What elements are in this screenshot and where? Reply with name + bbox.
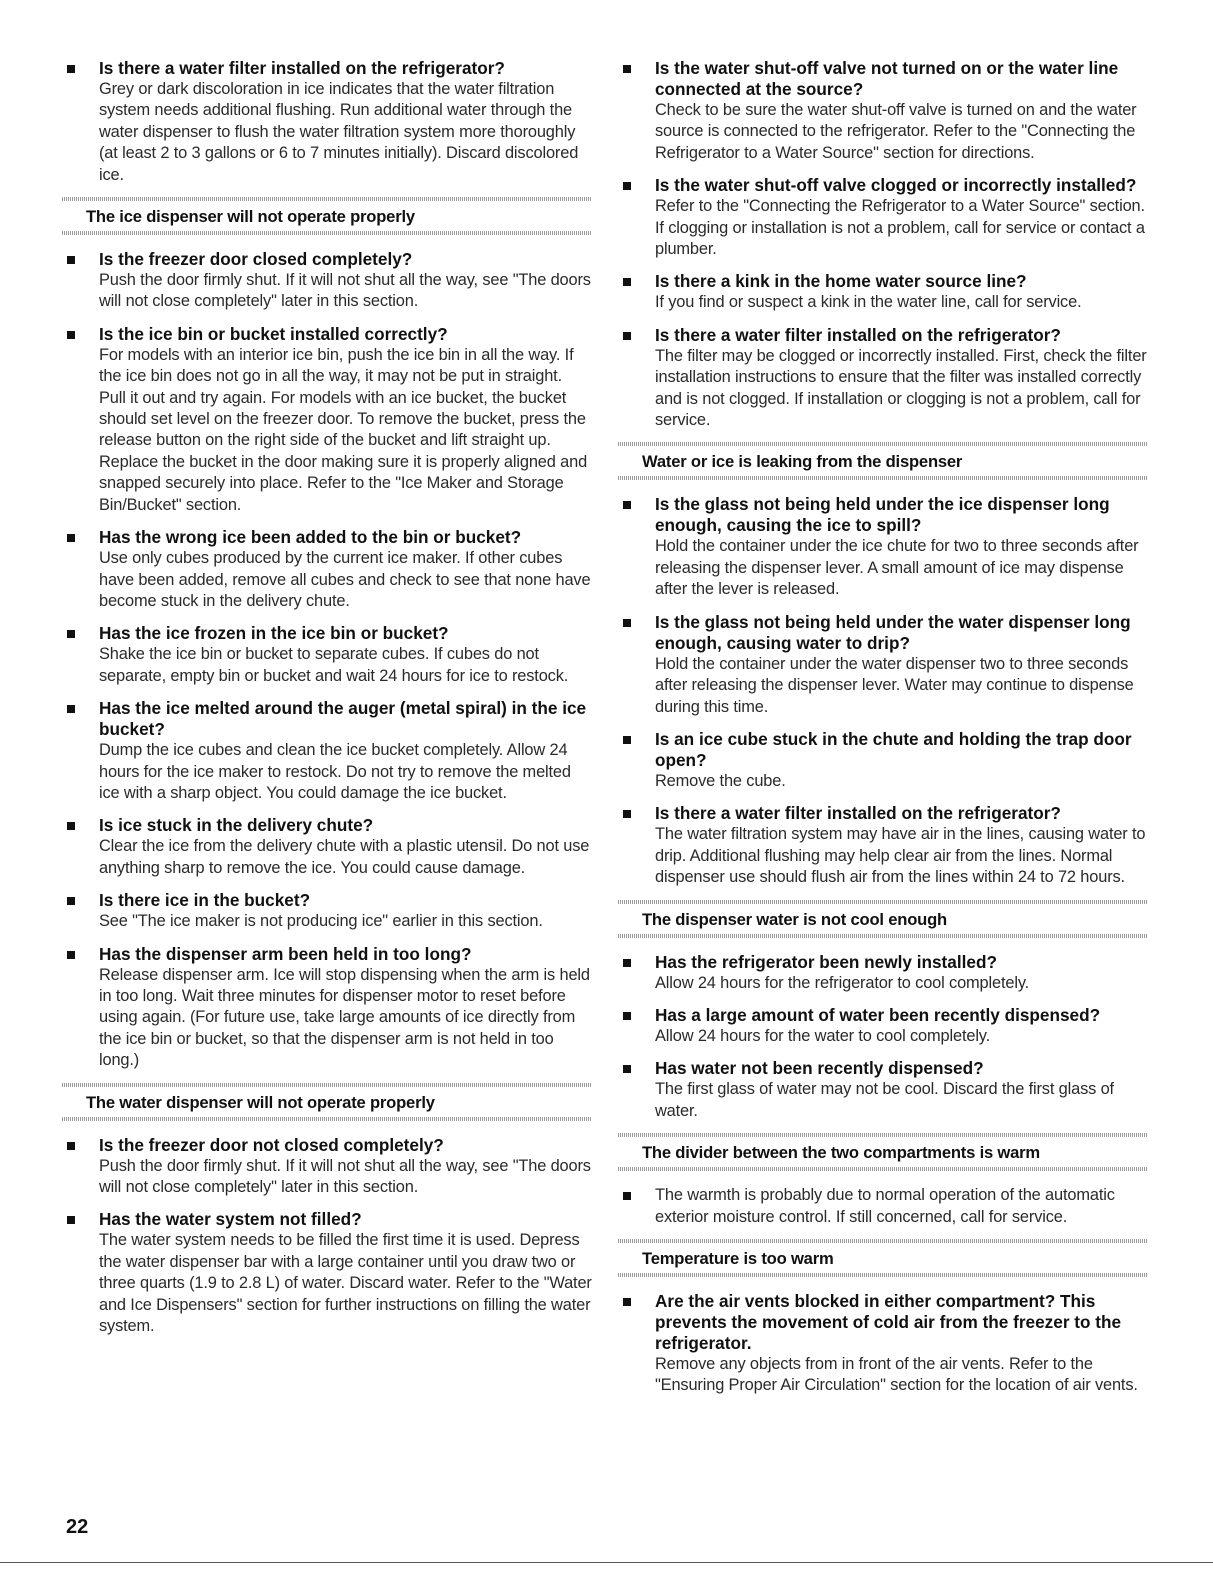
divider [618, 934, 1148, 938]
faq-question: Is the water shut-off valve not turned on or the water line connected at the source? [655, 58, 1119, 99]
section-title: Temperature is too warm [642, 1248, 834, 1268]
bullet-icon [67, 256, 75, 264]
bullet-icon [67, 630, 75, 638]
faq-item [62, 815, 592, 879]
divider [618, 1273, 1148, 1277]
bullet-icon [67, 951, 75, 959]
section-title: The divider between the two compartments is warm [642, 1143, 1040, 1163]
bullet-icon [623, 1192, 631, 1200]
faq-answer: Shake the ice bin or bucket to separate cubes. If cubes do not separate, empty bin or bucket and wait 24 hours for ice to restock. [99, 645, 569, 685]
faq-answer: The first glass of water may not be cool. Discard the first glass of water. [655, 1080, 1114, 1120]
faq-item [618, 271, 1148, 313]
faq-question: Is the glass not being held under the water dispenser long enough, causing water to drip? [655, 611, 1131, 653]
divider [62, 1117, 592, 1121]
section-header [618, 1239, 1148, 1277]
faq-answer: Hold the container under the water dispenser two to three seconds after releasing the dispenser lever. Water may continue to dispense during this time. [655, 654, 1134, 716]
faq-question: Has the ice melted around the auger (metal spiral) in the ice bucket? [99, 698, 587, 740]
faq-answer: Use only cubes produced by the current ice maker. If other cubes have been added, remove all cubes and check to see that none have become stuck in the delivery chute. [99, 549, 591, 610]
section-header [62, 197, 592, 235]
faq-answer: See "The ice maker is not producing ice" earlier in this section. [99, 912, 543, 931]
faq-item [62, 58, 592, 186]
left-column [62, 58, 592, 1348]
faq-question: Is there a kink in the home water source line? [655, 271, 1027, 292]
faq-question: Has the ice frozen in the ice bin or bucket? [99, 623, 449, 644]
faq-item [62, 623, 592, 687]
faq-item [62, 1209, 592, 1337]
section-title: The water dispenser will not operate properly [86, 1092, 435, 1112]
bullet-icon [67, 331, 75, 339]
faq-answer: The warmth is probably due to normal operation of the automatic exterior moisture control. If still concerned, call for service. [655, 1186, 1115, 1226]
faq-answer: The water filtration system may have air in the lines, causing water to drip. Additional flushing may help clear air from the lines. Normal dispenser use should flush air from the lines within 24 to 72 hours. [655, 825, 1146, 887]
faq-item [62, 324, 592, 516]
faq-answer: Clear the ice from the delivery chute with a plastic utensil. Do not use anything sharp to remove the ice. You could cause damage. [99, 837, 590, 877]
faq-answer: Allow 24 hours for the refrigerator to cool completely. [655, 973, 1030, 992]
bullet-icon [67, 822, 75, 830]
faq-answer: For models with an interior ice bin, push the ice bin in all the way. If the ice bin does not go in all the way, it may not be put in straight. Pull it out and try again. For models with an ice bucket, the bucket should set level on the freezer door. To remove the bucket, press the release button on the right side of the bucket and lift straight up. Replace the bucket in the door making sure it is properly aligned and snapped securely into place. Refer to the "Ice Maker and Storage Bin/Bucket" section. [99, 345, 588, 514]
bullet-icon [623, 959, 631, 967]
bullet-icon [67, 534, 75, 542]
bullet-icon [67, 705, 75, 713]
bullet-icon [67, 897, 75, 905]
faq-item [62, 890, 592, 932]
bullet-icon [67, 1142, 75, 1150]
bullet-icon [623, 501, 631, 509]
faq-question: Has the wrong ice been added to the bin or bucket? [99, 527, 522, 548]
faq-question: Has water not been recently dispensed? [655, 1058, 984, 1079]
faq-answer: Hold the container under the ice chute for two to three seconds after releasing the dispenser lever. A small amount of ice may dispense after the lever is released. [655, 537, 1139, 599]
faq-question: Is the freezer door closed completely? [99, 249, 413, 270]
faq-answer: Allow 24 hours for the water to cool completely. [655, 1026, 991, 1045]
section-header [618, 900, 1148, 938]
faq-question: Is there a water filter installed on the refrigerator? [655, 324, 1061, 345]
faq-item [618, 58, 1148, 164]
faq-item [62, 698, 592, 804]
faq-question: Has the refrigerator been newly installed? [655, 951, 997, 972]
faq-question: Has a large amount of water been recently dispensed? [655, 1004, 1101, 1025]
faq-question: Is there a water filter installed on the refrigerator? [99, 58, 505, 78]
faq-answer: Dump the ice cubes and clean the ice bucket completely. Allow 24 hours for the ice maker to restock. Do not try to remove the melted ice with a sharp object. You could damage the ice bucket. [99, 741, 571, 802]
faq-item [62, 1135, 592, 1199]
faq-item [618, 729, 1148, 792]
faq-answer: Push the door firmly shut. If it will not shut all the way, see "The doors will not close completely" later in this section. [99, 1156, 591, 1196]
divider [618, 476, 1148, 480]
section-title: Water or ice is leaking from the dispenser [642, 452, 963, 472]
faq-answer: Release dispenser arm. Ice will stop dispensing when the arm is held in too long. Wait three minutes for dispenser motor to reset before using again. (For future use, take large amounts of ice directly from the ice bin or bucket, so that the dispenser arm is not held in too long.) [99, 965, 590, 1070]
bullet-icon [623, 1012, 631, 1020]
faq-question: Is an ice cube stuck in the chute and holding the trap door open? [655, 728, 1132, 770]
right-column [618, 58, 1148, 1408]
section-header [62, 1083, 592, 1121]
bullet-icon [67, 65, 75, 73]
faq-question: Is the water shut-off valve clogged or incorrectly installed? [655, 175, 1137, 196]
faq-answer: Check to be sure the water shut-off valve is turned on and the water source is connected to the refrigerator. Refer to the "Connecting the Refrigerator to a Water Source" section for directions. [655, 101, 1137, 162]
page-number: 22 [66, 1516, 89, 1538]
bullet-icon [623, 182, 631, 190]
faq-question: Is the freezer door not closed completely? [99, 1134, 444, 1155]
faq-answer: The water system needs to be filled the first time it is used. Depress the water dispenser bar with a large container until you draw two or three quarts (1.9 to 2.8 L) of water. Discard water. Refer to the "Water and Ice Dispensers" section for further instructions on filling the water system. [99, 1231, 592, 1336]
faq-answer: If you find or suspect a kink in the water line, call for service. [655, 293, 1082, 312]
footer-rule [0, 1562, 1213, 1563]
divider [62, 231, 592, 235]
bullet-icon [67, 1216, 75, 1224]
faq-answer: Grey or dark discoloration in ice indicates that the water filtration system needs additional flushing. Run additional water through the water dispenser to flush the water filtration system more thoroughly (at least 2 to 3 gallons or 6 to 7 minutes initially). Discard discolored ice. [99, 80, 579, 184]
faq-question: Has the water system not filled? [99, 1209, 362, 1230]
faq-item [62, 527, 592, 612]
faq-answer: Remove the cube. [655, 771, 786, 790]
faq-answer: Push the door firmly shut. If it will not shut all the way, see "The doors will not close completely" later in this section. [99, 271, 591, 311]
faq-answer: Refer to the "Connecting the Refrigerator to a Water Source" section. If clogging or installation is not a problem, call for service or contact a plumber. [655, 197, 1145, 259]
section-header [618, 442, 1148, 480]
faq-item [618, 1291, 1148, 1397]
faq-answer: The filter may be clogged or incorrectly installed. First, check the filter installation instructions to ensure that the filter was installed correctly and is not clogged. If installation or clogging is not a problem, call for service. [655, 346, 1147, 430]
bullet-icon [623, 1298, 631, 1306]
faq-item [618, 1058, 1148, 1122]
section-title: The ice dispenser will not operate properly [86, 207, 415, 227]
faq-question: Is the glass not being held under the ice dispenser long enough, causing the ice to spill? [655, 494, 1110, 536]
faq-item [618, 952, 1148, 994]
faq-item [618, 1185, 1148, 1228]
faq-item [618, 1005, 1148, 1047]
bullet-icon [623, 810, 631, 818]
section-header [618, 1133, 1148, 1171]
bullet-icon [623, 65, 631, 73]
faq-item [618, 612, 1148, 718]
faq-item [618, 175, 1148, 260]
faq-question: Has the dispenser arm been held in too long? [99, 943, 472, 964]
bullet-icon [623, 278, 631, 286]
faq-question: Is the ice bin or bucket installed correctly? [99, 323, 448, 344]
faq-question: Is ice stuck in the delivery chute? [99, 815, 374, 836]
bullet-icon [623, 332, 631, 340]
faq-item [62, 249, 592, 313]
section-title: The dispenser water is not cool enough [642, 909, 947, 929]
faq-item [618, 803, 1148, 888]
faq-item [618, 494, 1148, 600]
divider [618, 1167, 1148, 1171]
faq-item [62, 944, 592, 1072]
faq-item [618, 325, 1148, 432]
faq-question: Is there a water filter installed on the refrigerator? [655, 803, 1061, 824]
bullet-icon [623, 1065, 631, 1073]
faq-question: Are the air vents blocked in either compartment? This prevents the movement of cold air from the freezer to the refrigerator. [655, 1290, 1122, 1353]
faq-question: Is there ice in the bucket? [99, 890, 311, 911]
faq-answer: Remove any objects from in front of the air vents. Refer to the "Ensuring Proper Air Circulation" section for the location of air vents. [655, 1354, 1138, 1395]
bullet-icon [623, 736, 631, 744]
bullet-icon [623, 619, 631, 627]
